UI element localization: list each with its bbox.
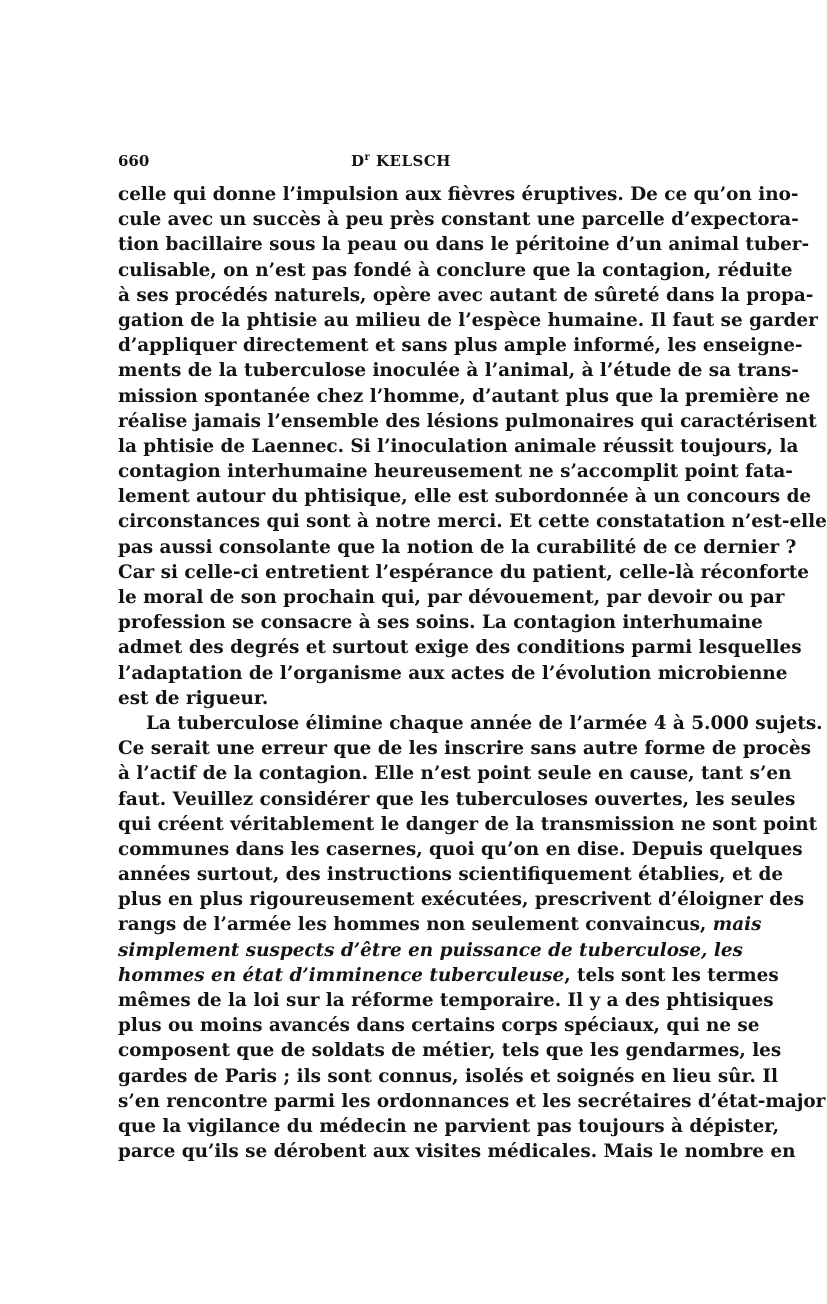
text-segment: mêmes de la loi sur la réforme temporaire. Il y a des phtisiques — [118, 990, 774, 1011]
text-segment: tion bacillaire sous la peau ou dans le péritoine d’un animal tuber- — [118, 234, 810, 256]
text-segment: plus ou moins avancés dans certains corps spéciaux, qui ne se — [118, 1015, 760, 1037]
text-segment: l’adaptation de l’organisme aux actes de l’évolution microbienne — [118, 662, 788, 684]
text-line — [118, 761, 792, 786]
text-segment: celle qui donne l’impulsion aux fièvres éruptives. De ce qu’on ino- — [118, 184, 799, 205]
italic-segment: mais — [712, 914, 762, 936]
text-line — [118, 308, 818, 333]
text-segment: réalise jamais l’ensemble des lésions pulmonaires qui caractérisent — [118, 410, 817, 432]
text-segment: faut. Veuillez considérer que les tuberculoses ouvertes, les seules — [118, 788, 796, 810]
text-segment: communes dans les casernes, quoi qu’on en dise. Depuis quelques — [118, 838, 803, 860]
italic-segment: simplement suspects d’être en puissance de tuberculose, les — [118, 939, 743, 961]
text-line — [118, 912, 762, 937]
text-line — [118, 812, 818, 837]
text-line — [118, 207, 799, 232]
text-line — [118, 384, 811, 409]
page-header — [118, 152, 684, 172]
text-segment: qui créent véritablement le danger de la transmission ne sont point — [118, 813, 818, 835]
text-line — [118, 1013, 760, 1038]
text-line — [118, 938, 743, 963]
italic-segment: hommes en état d’imminence tuberculeuse — [118, 964, 565, 986]
text-line — [118, 862, 784, 887]
text-segment: que la vigilance du médecin ne parvient pas toujours à dépister, — [118, 1115, 780, 1137]
text-segment: d’appliquer directement et sans plus ample informé, les enseigne- — [118, 335, 803, 357]
author-superscript: r — [364, 152, 371, 163]
text-segment: admet des degrés et surtout exige des conditions parmi lesquelles — [118, 637, 802, 659]
text-segment: profession se consacre à ses soins. La contagion interhumaine — [118, 612, 763, 634]
text-line — [118, 736, 811, 761]
text-line — [118, 459, 793, 484]
text-line — [118, 610, 763, 635]
text-segment: cule avec un succès à peu près constant une parcelle d’expectora- — [118, 209, 799, 231]
text-segment: à l’actif de la contagion. Elle n’est point seule en cause, tant s’en — [118, 763, 792, 785]
text-line — [118, 484, 812, 509]
text-segment: le moral de son prochain qui, par dévouement, par devoir ou par — [118, 587, 785, 608]
text-line — [118, 560, 809, 585]
text-line — [118, 837, 803, 862]
text-line — [118, 358, 799, 383]
page-number: 660 — [118, 152, 150, 170]
author-name: KELSCH — [370, 152, 451, 170]
text-line — [118, 333, 803, 358]
text-line — [118, 988, 774, 1013]
text-segment: gardes de Paris ; ils sont connus, isolés et soignés en lieu sûr. Il — [118, 1065, 778, 1087]
running-head-author — [118, 152, 684, 170]
text-segment: culisable, on n’est pas fondé à conclure que la contagion, réduite — [118, 259, 793, 281]
text-line — [118, 635, 802, 660]
text-segment: plus en plus rigoureusement exécutées, prescrivent d’éloigner des — [118, 889, 805, 911]
text-line — [118, 661, 788, 686]
text-segment: s’en rencontre parmi les ordonnances et les secrétaires d’état-major — [118, 1090, 826, 1112]
text-segment: parce qu’ils se dérobent aux visites médicales. Mais le nombre en — [118, 1141, 796, 1163]
text-line — [118, 963, 779, 988]
text-line — [118, 686, 684, 711]
text-segment: La tuberculose élimine chaque année de l’armée 4 à 5.000 sujets. — [146, 712, 823, 734]
text-line — [118, 535, 797, 560]
body-text — [118, 182, 827, 1164]
text-segment: gation de la phtisie au milieu de l’espèce humaine. Il faut se garder — [118, 309, 818, 331]
text-line — [118, 711, 823, 736]
text-segment: lement autour du phtisique, elle est subordonnée à un concours de — [118, 486, 812, 508]
text-segment: rangs de l’armée les hommes non seulement convaincus, — [118, 914, 713, 936]
text-line — [118, 887, 805, 912]
text-line — [118, 258, 793, 283]
text-segment: pas aussi consolante que la notion de la curabilité de ce dernier ? — [118, 536, 797, 558]
text-segment: , tels sont les termes — [564, 964, 779, 986]
text-line — [118, 283, 814, 308]
author-prefix: D — [351, 152, 365, 170]
text-line — [118, 1064, 778, 1089]
text-line — [118, 1114, 780, 1139]
text-segment: années surtout, des instructions scientifiquement établies, et de — [118, 864, 784, 886]
text-line — [118, 409, 817, 434]
text-line — [118, 509, 827, 534]
text-line — [118, 182, 799, 207]
text-segment: composent que de soldats de métier, tels que les gendarmes, les — [118, 1040, 782, 1062]
text-segment: mission spontanée chez l’homme, d’autant plus que la première ne — [118, 385, 811, 407]
text-segment: contagion interhumaine heureusement ne s’accomplit point fata- — [118, 461, 793, 483]
text-line — [118, 1089, 826, 1114]
text-segment: Car si celle-ci entretient l’espérance du patient, celle-là réconforte — [118, 561, 809, 583]
text-segment: ments de la tuberculose inoculée à l’animal, à l’étude de sa trans- — [118, 360, 799, 382]
text-segment: à ses procédés naturels, opère avec autant de sûreté dans la propa- — [118, 284, 814, 306]
text-line — [118, 1038, 782, 1063]
text-line — [118, 787, 796, 812]
text-line — [118, 232, 810, 257]
text-line — [118, 1139, 796, 1164]
text-segment: Ce serait une erreur que de les inscrire sans autre forme de procès — [118, 738, 811, 760]
text-segment: circonstances qui sont à notre merci. Et cette constatation n’est-elle — [118, 511, 827, 533]
text-segment: la phtisie de Laennec. Si l’inoculation animale réussit toujours, la — [118, 435, 799, 457]
text-line — [118, 585, 785, 610]
text-segment: est de rigueur. — [118, 687, 269, 709]
text-line — [118, 434, 799, 459]
